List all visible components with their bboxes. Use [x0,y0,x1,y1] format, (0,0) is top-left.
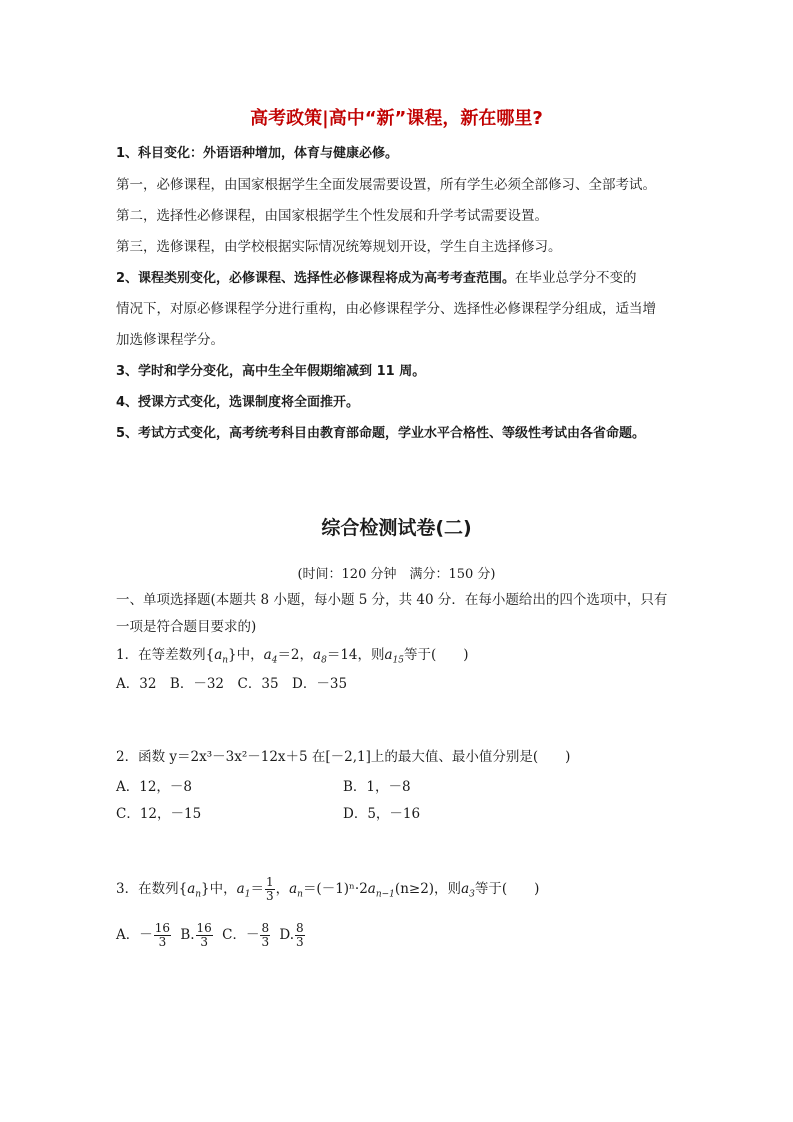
policy-headline: 高考政策|高中“新”课程，新在哪里? [250,108,543,129]
policy-item-5: 5、考试方式变化，高考统考科目由教育部命题，学业水平合格性、等级性考试由各省命题。 [116,426,646,441]
question-3-stem: 3．在数列$\{a_n\}$中，$a_1=$ $\frac{1}{3}$ ，$a_n=(-1)^n\cdot 2a_{n-1}(n\ge 2)$，则$a_3$等于( ) [116,875,540,903]
question-2-option-b: B．1，－8 [343,779,411,795]
question-1-options: A．32 B．－32 C．35 D．－35 [116,676,348,692]
question-3-option-d: D. $\frac{8}{3}$ [279,921,304,949]
question-2-option-c: C．12，－15 [116,806,202,822]
policy-item-4: 4、授课方式变化，选课制度将全面推开。 [116,395,360,410]
policy-item-2-line-1 [116,268,637,289]
question-3-option-c: C．－ $\frac{8}{3}$ [222,921,270,949]
policy-item-3: 3、学时和学分变化，高中生全年假期缩减到 11 周。 [116,364,426,379]
section-1-instruction-line-2: 一项是符合题目要求的) [116,619,257,635]
question-1-stem: 1．在等差数列$\{a_n\}$中，$a_4=2$，$a_8=14$，则$a_{15}$等于( ) [116,647,469,666]
policy-item-1-title: 1、科目变化：外语语种增加，体育与健康必修。 [116,146,399,161]
exam-title: 综合检测试卷(二) [321,517,472,539]
section-1-instruction-line-1: 一、单项选择题(本题共 8 小题，每小题 5 分，共 40 分．在每小题给出的四个选项中，只有 [116,592,668,608]
question-2-stem: 2．函数 y＝2x³－3x²－12x＋5 在[－2,1]上的最大值、最小值分别是( ) [116,749,571,765]
policy-item-2-line-3: 加选修课程学分。 [116,332,224,348]
policy-item-1-para-2: 第二，选择性必修课程，由国家根据学生个性发展和升学考试需要设置。 [116,208,548,224]
question-3-options [116,922,306,949]
question-3-option-b: B. $\frac{16}{3}$ [180,921,212,949]
exam-meta: (时间：120 分钟 满分：150 分) [297,567,496,582]
question-3-option-a: A．－ $\frac{16}{3}$ [116,921,171,949]
policy-item-2-line-2: 情况下，对原必修课程学分进行重构，由必修课程学分、选择性必修课程学分组成，适当增 [116,301,656,317]
policy-item-2-text: 在毕业总学分不变的 [515,270,637,286]
question-2-option-d: D．5，－16 [343,806,421,822]
policy-item-1-para-1: 第一，必修课程，由国家根据学生全面发展需要设置，所有学生必须全部修习、全部考试。 [116,177,656,193]
policy-item-1-para-3: 第三，选修课程，由学校根据实际情况统筹规划开设，学生自主选择修习。 [116,239,562,255]
question-2-option-a: A．12，－8 [116,779,193,795]
question-3-fraction: $\frac{1}{3}$ [265,875,274,903]
policy-item-2-title: 2、课程类别变化，必修课程、选择性必修课程将成为高考考查范围。 [116,271,516,286]
